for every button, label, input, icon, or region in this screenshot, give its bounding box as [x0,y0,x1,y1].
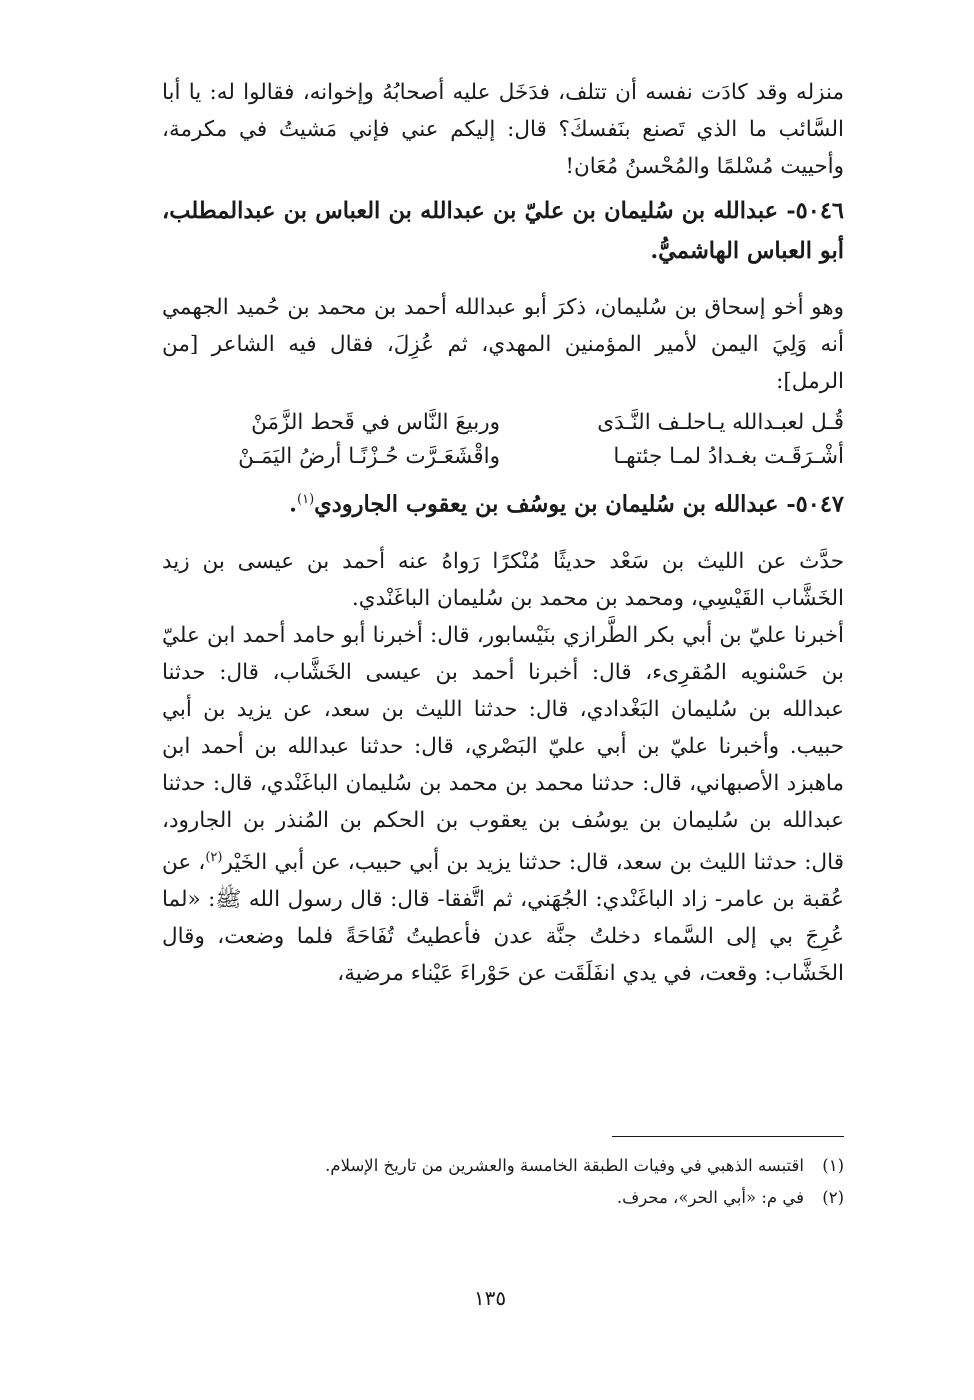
isnad-text: أخبرنا عليّ بن أبي بكر الطَّرازي بنَيْسابور، قال: أخبرنا أبو حامد أحمد ابن عليّ بن حَسْنويه المُقرِىء، قال: أخبرنا أحمد بن عيسى الخَشَّاب، قال: حدثنا عبدالله بن سُليمان البَغْدادي، قال: حدثنا الليث بن سعد، عن يزيد بن أبي حبيب. وأخبرنا عليّ بن أبي عليّ البَصْري، قال: حدثنا عبدالله بن أحمد ابن ماهبزد الأصبهاني، قال: حدثنا محمد بن محمد بن سُليمان الباغَنْدي، قال: حدثنا عبدالله بن سُليمان بن يوسُف بن يعقوب بن الحكم بن المُنذر بن الجارود، قال: حدثنا الليث بن سعد، قال: حدثنا يزيد بن أبي حبيب، عن أبي الخَيْر [162,622,844,875]
verse-2-first-hemistich: أشْـرَقَـت بغـدادُ لمـا جئتهـا [613,444,844,469]
footnote-2-text: في م: «أبي الحر»، محرف. [616,1188,804,1207]
isnad-paragraph [162,617,844,992]
entry-5046-body: وهو أخو إسحاق بن سُليمان، ذكرَ أبو عبدالله أحمد بن محمد بن حُميد الجهمي أنه وَلِيَ اليمن لأمير المؤمنين المهدي، ثم عُزِلَ، فقال فيه الشاعر [من الرمل]: [162,295,844,394]
entry-number-5046: ٥٠٤٦- [786,198,844,224]
entry-number-5047: ٥٠٤٧- [786,491,844,518]
entry-name-5046: عبدالله بن سُليمان بن عليّ بن عبدالله بن العباس بن عبدالمطلب، أبو العباس الهاشميُّ. [162,198,844,264]
entry-5047-body: حدَّث عن الليث بن سَعْد حديثًا مُنْكرًا رَواهُ عنه أحمد بن عيسى بن زيد الخَشَّاب القَيْسِي، ومحمد بن محمد بن سُليمان الباغَنْدي. [162,548,844,611]
verse-line-2 [162,440,844,474]
entry-name-5047: عبدالله بن سُليمان بن يوسُف بن يعقوب الجارودي [314,491,779,518]
footnote-ref-2[interactable]: (٢) [205,849,223,865]
verse-2-second-hemistich: واقْشَعَـرَّت حُـزْنًـا أرضُ اليَمَـنْ [238,444,500,469]
verse-line-1 [162,406,844,440]
footnote-1-mark: (١) [822,1156,844,1175]
entry-heading-5046 [162,191,844,271]
entry-5047-end: . [289,491,298,518]
verse-1-second-hemistich: وربيعَ النَّاس في قَحط الزَّمَنْ [251,410,500,435]
footnote-ref-1[interactable]: (١) [297,492,315,507]
footnote-2-mark: (٢) [822,1188,844,1207]
footnotes-section [162,1150,844,1214]
verse-1-first-hemistich: قُـل لعبـدالله يـاحلـف النَّـدَى [597,410,844,435]
page-body [162,74,844,992]
isnad-text-tail: ، عن عُقبة بن عامر- زاد الباغَنْدي: الجُهَني، ثم اتَّفقا- قال: قال رسول الله ﷺ: «لما عُرِجَ بي إلى السَّماء دخلتُ جنَّة عدن فأعطيتُ تُفَاحَةً فلما وضعت، وقال الخَشَّاب: وقعت، في يدي انفَلَقَت عن حَوْراءَ عَيْناء مرضية، [162,849,844,986]
footnote-divider [612,1136,844,1137]
intro-paragraph: منزله وقد كادَت نفسه أن تتلف، فدَخَل عليه أصحابُهُ وإخوانه، فقالوا له: يا أبا السَّائب ما الذي تَصنع بنَفسكَ؟ قال: إليكم عني فإني مَشيتُ في مكرمة، وأحييت مُسْلمًا والمُحْسنُ مُعَان! [162,80,844,179]
entry-heading-5047 [162,480,844,525]
footnote-1-text: اقتبسه الذهبي في وفيات الطبقة الخامسة والعشرين من تاريخ الإسلام. [325,1156,804,1175]
footnote-1 [162,1150,844,1182]
page-number: ١٣٥ [473,1286,507,1310]
footnote-2 [162,1182,844,1214]
